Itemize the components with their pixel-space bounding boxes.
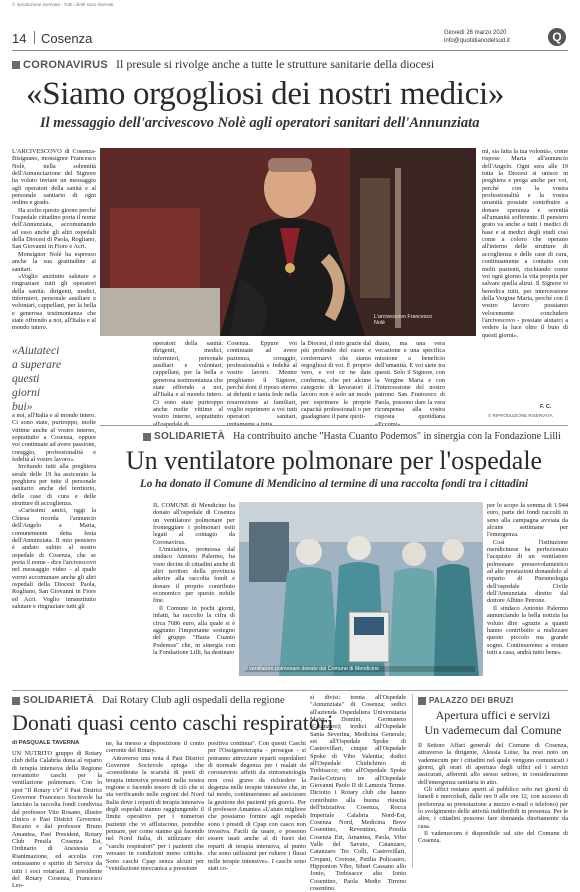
- tag-square-icon: [12, 61, 20, 69]
- story2-tag: SOLIDARIETÀ: [154, 431, 226, 442]
- paragraph: «Voglio anzitutto salutare e ringraziare tutti gli operatori della sanità: dirigenti, medici, infermieri, personale ausiliare e volontari, cappellani, per la bella e generosa testimonianza che state offrendo a noi, all'Italia e al mondo intero.: [12, 272, 96, 332]
- page-header: [12, 29, 568, 47]
- page-number: 14: [12, 31, 27, 46]
- story3-column-1: [12, 750, 102, 890]
- paragraph: Ha scelto questo giorno perché l'ospedale cittadino porta il nome dell'Annunziata, accomunando ad esso anche gli altri ospedali della Diocesi di Paola, Rogliano, San Giovanni in Fiore e Acri.: [12, 206, 96, 251]
- paragraph: Gli uffici restano aperti al pubblico solo nei giorni di lunedì e mercoledì, dalle ore 9 alle ore 12, con accesso di preferenza su prenotazione a mezzo e-mail o telefono) per lo svolgimento delle attività indifferibili in presenza. Per le altre, i cittadini possono fare domanda direttamente da casa.: [418, 786, 568, 830]
- story1-photo-caption: L'arcivescovo Francesco Nolè: [374, 314, 433, 327]
- story4-divider: [412, 694, 413, 868]
- header-email: info@quotidianodelsud.it: [444, 38, 510, 44]
- story3-column-4: [310, 694, 406, 892]
- story1-subhead: Il messaggio dell'arcivescovo Nolè agli operatori sanitari dell'Annunziata: [40, 115, 480, 131]
- story2-tagbar: [143, 430, 561, 443]
- paragraph: diano, ma una vera vocazione e una specifica missione a beneficio dell'umanità. E voi siete tra questi. Solo il Signore, con la Vergine Maria e con l'intercessione del nostro patrono San Francesco di Paola, possono dare la vera ricompensa alla vostra risposta quotidiana: [375, 340, 445, 421]
- story1-column-4: [301, 340, 371, 423]
- paragraph: positiva continua". Con questi Caschi per l'Ossigenoterapia - prosegue - si potranno attrezzare reparti ospedalieri di normale degenza per i malati da coronavirus affetti da sintomatologia non così grave da richiedere la degenza nelle terapie intensive che, in tal modo, continueranno ad assicurare la gestione dei pazienti più gravi». Per il professor Amantea «L'aiuto migliore che possiamo fornire agli ospedali sono i presidi di Cpap con casco non invasiva. Facili da usare, e possono essere usati anche al di fuori dei reparti di terapia intensiva, al punto che sono utilissimi per ridurre i flussi nelle terapie intensive». I caschi sono stati co-: [208, 740, 306, 872]
- paragraph: per lo scopo la somma di 1.944 euro, parte dei fondi raccolti in seno alla campagna avviata da alcune settimane per l'emergenza.: [487, 502, 568, 539]
- paragraph: Il Comune in pochi giorni, infatti, ha raccolto la cifra di circa 7686 euro, alla quale si è aggiunto l'importante sostegno del gruppo "Hasta Cuanto Podemos" che, in sinergia con la Fondazione Lilli, ha destinato: [153, 604, 235, 656]
- story1-column-2: [153, 340, 223, 423]
- section-name: Cosenza: [41, 31, 93, 46]
- header-rule: [12, 50, 568, 51]
- archbishop-photo-image: [100, 148, 476, 336]
- story3-tagbar: [12, 694, 285, 707]
- story1-signature: F. C.: [540, 404, 552, 410]
- story2-column-2: [487, 502, 568, 680]
- story2-subhead: Lo ha donato il Comune di Mendicino al termine di una raccolta fondi tra i cittadini: [139, 478, 529, 490]
- story3-headline: Donati quasi cento caschi respiratori: [12, 710, 334, 735]
- paragraph: «Carissimi amici, oggi la Chiesa ricorda l'annuncio dell'Angelo a Maria, comunemente detta festa dell'Annunziata. Il mio pensiero è andato subito al nostro ospedale di Cosenza, che se porta il nome - dice l'arcivescovo nel messaggio video - al quale vorrei accomunare anche gli altri ospedali della Diocesi: Paola, Rogliano, San Giovanni in Fiore ed Acri. Voglio innanzitutto salutare e ringraziare tutti gli: [12, 507, 96, 610]
- top-note: © riproduzione riservata - Tutti i diritti sono riservati: [12, 2, 114, 7]
- story3-byline: di PASQUALE TAVERNA: [12, 740, 80, 746]
- paragraph: la Diocesi, il mio grazie dal più profondo del cuore e confermarvi che siamo orgogliosi di voi. È proprio vero, e voi ce ne date conferma, che per alcune categorie di lavoratori il lavoro non è solo un modo per esprimere le proprie capacità professionali o per guadagnare il pane quoti-: [301, 340, 371, 421]
- story4-tag: PALAZZO DEI BRUZI: [429, 696, 514, 705]
- story4-headline-2: Un vademecum dal Comune: [424, 723, 562, 737]
- paragraph: UN NUTRITO gruppo di Rotary club della Calabria dona al reparto di terapia intensiva della Regione novantotto caschi per la ventilazione polmonare. Con lo spot "Il Rotary c'è" il Past District Governor Francesco Socievole ha lanciato la raccolta fondi condivisa dal professor Vito Rosano, illustre clinico e Past District Governor. Recano e dal professor Bruno Amantea, Past President, Rotary Club Presila Cosenza Est, Ordinario di Anestesia e Rianimazione, ed accolta con entusiasmo e spirito di Service da tutti i soci rotariani. Il presidente del Rotary Cosenza, Francesco Leo-: [12, 750, 102, 890]
- paragraph: Attraverso una nota il Past District Governor Socievole spiega che «considerata la scarsità di posti di terapia intensiva presenti nella nostra regione e facendo tesoro di ciò che si sta verificando nelle regioni del Nord Italia dove i reparti di terapia intensiva degli ospedali stanno raggiungendo il limite operativo per i numerosi pazienti che vi affluiscono, potrebbe pensare, per come stanno già facendo nel Nord Italia, di utilizzare dei "caschi respiratori" per i pazienti che versano in condizioni meno critiche. Sono caschi Cpap senza alcuni per "ventilazione meccanica a pressione: [106, 754, 204, 872]
- story4-column-1: [418, 742, 568, 868]
- header-date: Giovedì 26 marzo 2020: [444, 30, 507, 36]
- story1-photo: [100, 148, 476, 336]
- story1-tagbar: [12, 58, 434, 71]
- story1-column-6: [482, 148, 568, 400]
- story1-column-1b: [12, 412, 96, 686]
- header-meta: [444, 29, 544, 45]
- story1-column-1a-narrow: [64, 344, 96, 414]
- story2-headline: Un ventilatore polmonare per l'ospedale: [125, 446, 543, 475]
- paragraph: Il sindaco Antonio Palermo annunciando la bella notizia ha voluto dire «grazie a quanti hanno contribuito a realizzare questo piccolo ma grande sogno. Continueremo a restare tutti a casa, andrà tutto bene».: [487, 604, 568, 656]
- tag-square-icon: [418, 697, 426, 705]
- story3-column-2: [106, 740, 204, 872]
- story3-kicker: Dai Rotary Club agli ospedali della regione: [102, 695, 285, 706]
- story1-kicker: Il presule si rivolge anche a tutte le strutture sanitarie della diocesi: [116, 57, 435, 71]
- story1-headline: «Siamo orgogliosi dei nostri medici»: [26, 76, 505, 112]
- paragraph: sì divisi: trenta all'Ospedale "Annunziata" di Cosenza; sedici all'azienda Ospedaliera Universitaria Mater Domini, Germaneto (Catanzaro); tredici all'Ospedale Santa Severina, Medicina Generale; sei all'Ospedale Spoke di Castrovillari, cinque all'Ospedale Spoke di Vibo Valentia; dodici all'Ospedale Chidichimo di Trebisacce; otto all'Ospedale Spoke Paola-Cetraro; tre all'Ospedale Giovanni Paolo II di Lamezia Terme. Diciotto i Rotary club che hanno contribuito alla buona riuscita dell'iniziativa: Cosenza, Rocca Imperiale Calabria Nord-Est, Cosenza Nord, Medicina Bove Cosentino, Reventino, Presila Cosenza Est, Amantea, Paola, Vibo Valle del Savuto, Catanzaro, Catanzaro Tre Colli, Castrovillari, Cropani, Crotone, Petilia Policastro, Hipponion Vibo, Sibari Cassano allo Jonio, Trebisacce alto Ionio Cosentino, Paola Medio Tirreno cosentino.: [310, 694, 406, 892]
- paragraph: IL COMUNE di Mendicino ha donato all'ospedale di Cosenza un ventilatore polmonare per fronteggiare i polmonari esiti legati al contagio da Coronavirus.: [153, 502, 235, 546]
- story3-column-3: [208, 740, 306, 872]
- story2-kicker: Ha contribuito anche "Hasta Cuanto Podemos" in sinergia con la Fondazione Lilli: [233, 431, 561, 442]
- paragraph: Invitando tutti alla preghiera serale delle 19 ha assicurato la preghiera per tutte il personale sanitario anche del territorio, delle case di cura e delle strutture di accoglienza.: [12, 463, 96, 508]
- paragraph: mi, sia fatta la tua volontà», come rispose Maria all'annuncio dell'Angelo. Ogni sera alle 19 tutta la Diocesi si unisce in preghiera e prega anche per voi, perché con la vostra professionalità e la vostra umanità possiate contribuire a donare speranza e serenità all'umanità sofferente. Il pensiero grato va anche a tutti i medici di base e ai medici degli studi così come a coloro che operano all'interno delle strutture di accoglienza e delle case di cura, continuamente a contatto con molti pazienti, rischiando come voi ogni giorno la vita propria per salvare quella altrui. Il Signore vi benedica tutti, per intercessione della Vergine Maria, perché con il vostro lavoro possiamo velocemente concludere l'arcivescovo - possiate aiutarci a vedere la luce oltre il buio di questi giorni».: [482, 148, 568, 339]
- paragraph: Così l'istituzione mendicinese ha perfezionato l'acquisto di un ventilatore polmonare pressovolumetrico ad alte prestazioni donandolo al reparto di Pneumologia dell'ospedale Civile dell'Annunziata diretto dal dottore Albino Petrone.: [487, 538, 568, 605]
- story3-tag: SOLIDARIETÀ: [23, 695, 95, 706]
- logo-icon: Q: [548, 28, 566, 46]
- paragraph: Cosenza. Eppure voi continuate ad avere pazienza, coraggio, professionalità e fedeltà al vostro lavoro. Mentre preghiamo il Signore, perché doni il riposo eterno ai defunti e tanta fede nella resurrezione ai familiari, voglio esprimere a voi tutti operatori sanitari,: [227, 340, 297, 421]
- story2-rule: [12, 690, 568, 691]
- paragraph: Monsignor Nolè ha espresso anche la sua gratitudine ai sanitari.: [12, 250, 96, 273]
- story2-column-1: [153, 502, 235, 680]
- header-divider: [34, 31, 35, 44]
- tag-square-icon: [143, 433, 151, 441]
- paragraph: Il Settore Affari generali del Comune di Cosenza, attraverso la dirigente, Alessia Loise, ha reso noto un vademecum per i cittadini nel quale vengono comunicati i giorni, gli orari di apertura degli uffici ed i servizi assicurati, afferenti allo stesso settore, in considerazione dell'emergenza sanitaria in atto.: [418, 742, 568, 786]
- story2-photo-caption: Il ventilatore polmonare donato dal Comune di Mendicino: [245, 666, 475, 672]
- story4-headline-1: Apertura uffici e servizi: [435, 708, 551, 722]
- story1-rule: [100, 425, 568, 426]
- ventilator-photo-image: [239, 502, 483, 676]
- story2-photo: [239, 502, 483, 676]
- story4-tagbar: [418, 694, 514, 707]
- story1-column-3: [227, 340, 297, 423]
- story1-column-1a: [12, 148, 96, 342]
- paragraph: a noi, all'Italia e al mondo intero. Ci sono state, purtroppo, molte vittime anche al vostro interno, soprattutto a Cosenza, oppure voi continuate ad avere passione, coraggio, professionalità e fedeltà al vostro lavoro».: [12, 412, 96, 464]
- story1-tag: CORONAVIRUS: [23, 58, 108, 71]
- story1-column-5: [375, 340, 445, 423]
- tag-square-icon: [12, 697, 20, 705]
- story1-copyright: © RIPRODUZIONE RISERVATA: [488, 413, 553, 418]
- paragraph: operatori della sanità: dirigenti, medici, infermieri, personale ausiliari e volontari, cappellani, per la bella e generosa testimonianza che state offrendo a noi, all'Italia e al mondo intero. Ci sono state purtroppo anche molte vittime al vostro interno, soprattutto: [153, 340, 223, 421]
- paragraph: L'ARCIVESCOVO di Cosenza-Bisignano, monsignor Francesco Nolè, nella solennità dell'Annunciazione del Signore ha voluto inviare un messaggio agli operatori della sanità e al personale sanitario di ogni ordine e grado.: [12, 148, 96, 207]
- paragraph: Il vademecum è disponibile sul sito del Comune di Cosenza.: [418, 830, 568, 845]
- story1-pullquote: «Aiutateci a superare questi giorni bui»: [12, 345, 62, 413]
- paragraph: L'iniziativa, promossa dal sindaco Antonio Palermo, ha visto decine di cittadini anche di altri territori della provincia aderire alla raccolta fondi e donare il proprio contributo economico per questo nobile fine.: [153, 546, 235, 605]
- paragraph: ne, ha messo a disposizione il conto corrente del Rotary.: [106, 740, 204, 755]
